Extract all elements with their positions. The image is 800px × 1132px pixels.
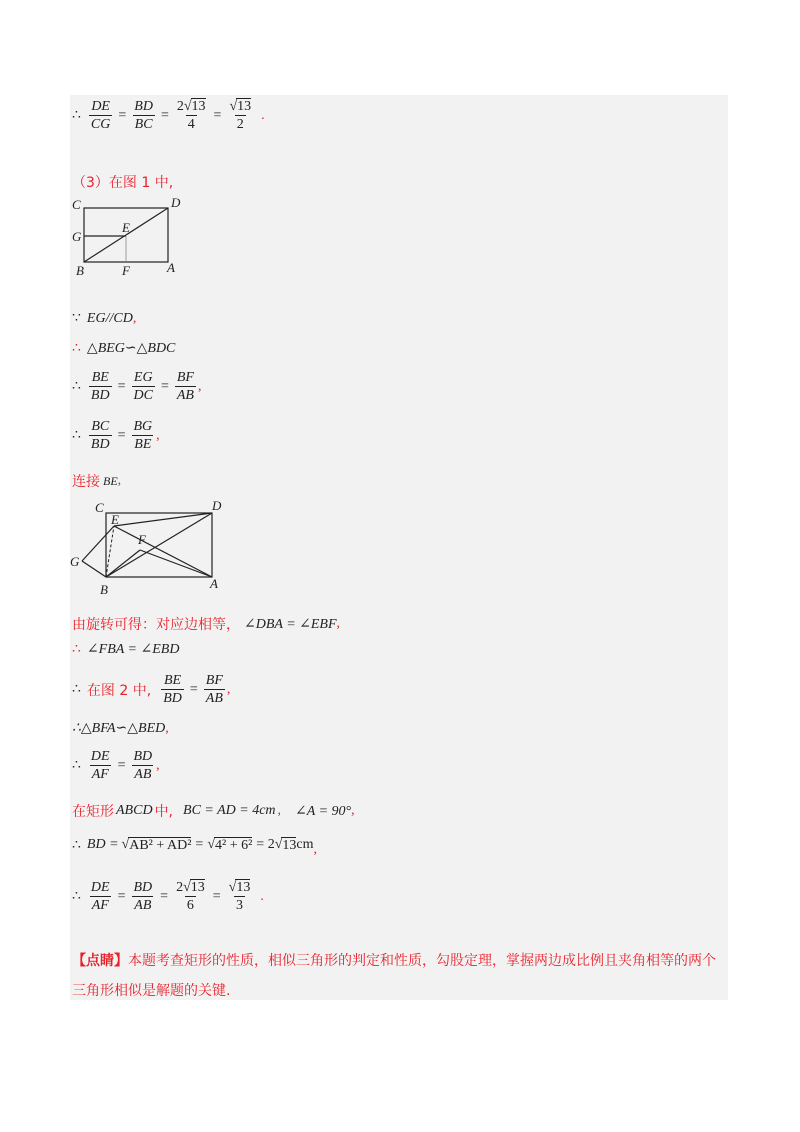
connect-line: 连接 BE , (72, 473, 122, 490)
figure-2-ratio-line: ∴ 在图 2 中, $\frac{BE}{BD}$ = $\frac{BF}{AB}$ , (72, 673, 231, 706)
note-text: 本题考查矩形的性质，相似三角形的判定和性质，勾股定理，掌握两边成比例且夹角相等的两个三角形相似是解题的关键. (72, 953, 716, 999)
label-e: E (111, 512, 119, 527)
label-c: C (95, 500, 104, 515)
part-3-label: （3）在图 1 中, (72, 175, 174, 191)
rectangle-line: 在矩形 ABCD 中, BC = AD = 4cm , ∠A = 90° , (72, 803, 355, 820)
label-b: B (76, 263, 84, 278)
figure-1 (70, 193, 190, 278)
label-c: C (72, 197, 81, 212)
label-f: F (122, 263, 130, 278)
label-g: G (72, 229, 82, 244)
ratio-line-4: ∴ $\frac{DE}{AF}$ = $\frac{BD}{AB}$ , (72, 749, 160, 782)
fraction: $\frac{BD}{BC}$ (134, 99, 153, 132)
similar-line-2: ∴△BFA∽△BED , (72, 720, 169, 736)
label-a: A (167, 260, 175, 275)
ratio-line-2: ∴ $\frac{BE}{BD}$ = $\frac{EG}{DC}$ = $\frac{BF}{AB}$ , (72, 370, 202, 403)
figure-2 (68, 498, 228, 602)
label-d: D (171, 195, 181, 210)
bd-length-line: ∴ BD = √ AB² + AD² = √ 4² + 6² = 2 √ 13 cm , (72, 837, 317, 857)
label-d: D (212, 498, 222, 513)
label-g: G (70, 554, 80, 569)
fraction: $\frac{DE}{CG}$ (90, 99, 111, 132)
final-ratio-line: ∴ $\frac{DE}{AF}$ = $\frac{BD}{AB}$ = $\frac{2√13}{6}$ = $\frac{√13}{3}$ . (72, 880, 264, 913)
label-f: F (138, 532, 146, 547)
label-b: B (100, 582, 108, 597)
fraction: $\frac{√13}{2}$ (229, 99, 252, 132)
parallel-line: ∵ EG//CD , (72, 310, 137, 326)
ratio-line-3: ∴ $\frac{BC}{BD}$ = $\frac{BG}{BE}$ , (72, 419, 160, 452)
label-a: A (210, 576, 218, 591)
rotation-line: 由旋转可得：对应边相等， ∠DBA = ∠EBF , (72, 616, 341, 633)
label-e: E (122, 220, 130, 235)
note-tag: 【点睛】 (72, 953, 128, 969)
fraction: $\frac{2√13}{4}$ (176, 99, 206, 132)
ratio-line-1: ∴ $\frac{DE}{CG}$ = $\frac{BD}{BC}$ = $\frac{2√13}{4}$ = $\frac{√13}{2}$ . (72, 99, 265, 132)
angle-line: ∴ ∠FBA = ∠EBD (72, 642, 180, 657)
comment-note (72, 946, 727, 1006)
therefore-symbol: ∴ (72, 108, 81, 123)
similar-line-1: ∴ △BEG∽△BDC (72, 341, 176, 356)
